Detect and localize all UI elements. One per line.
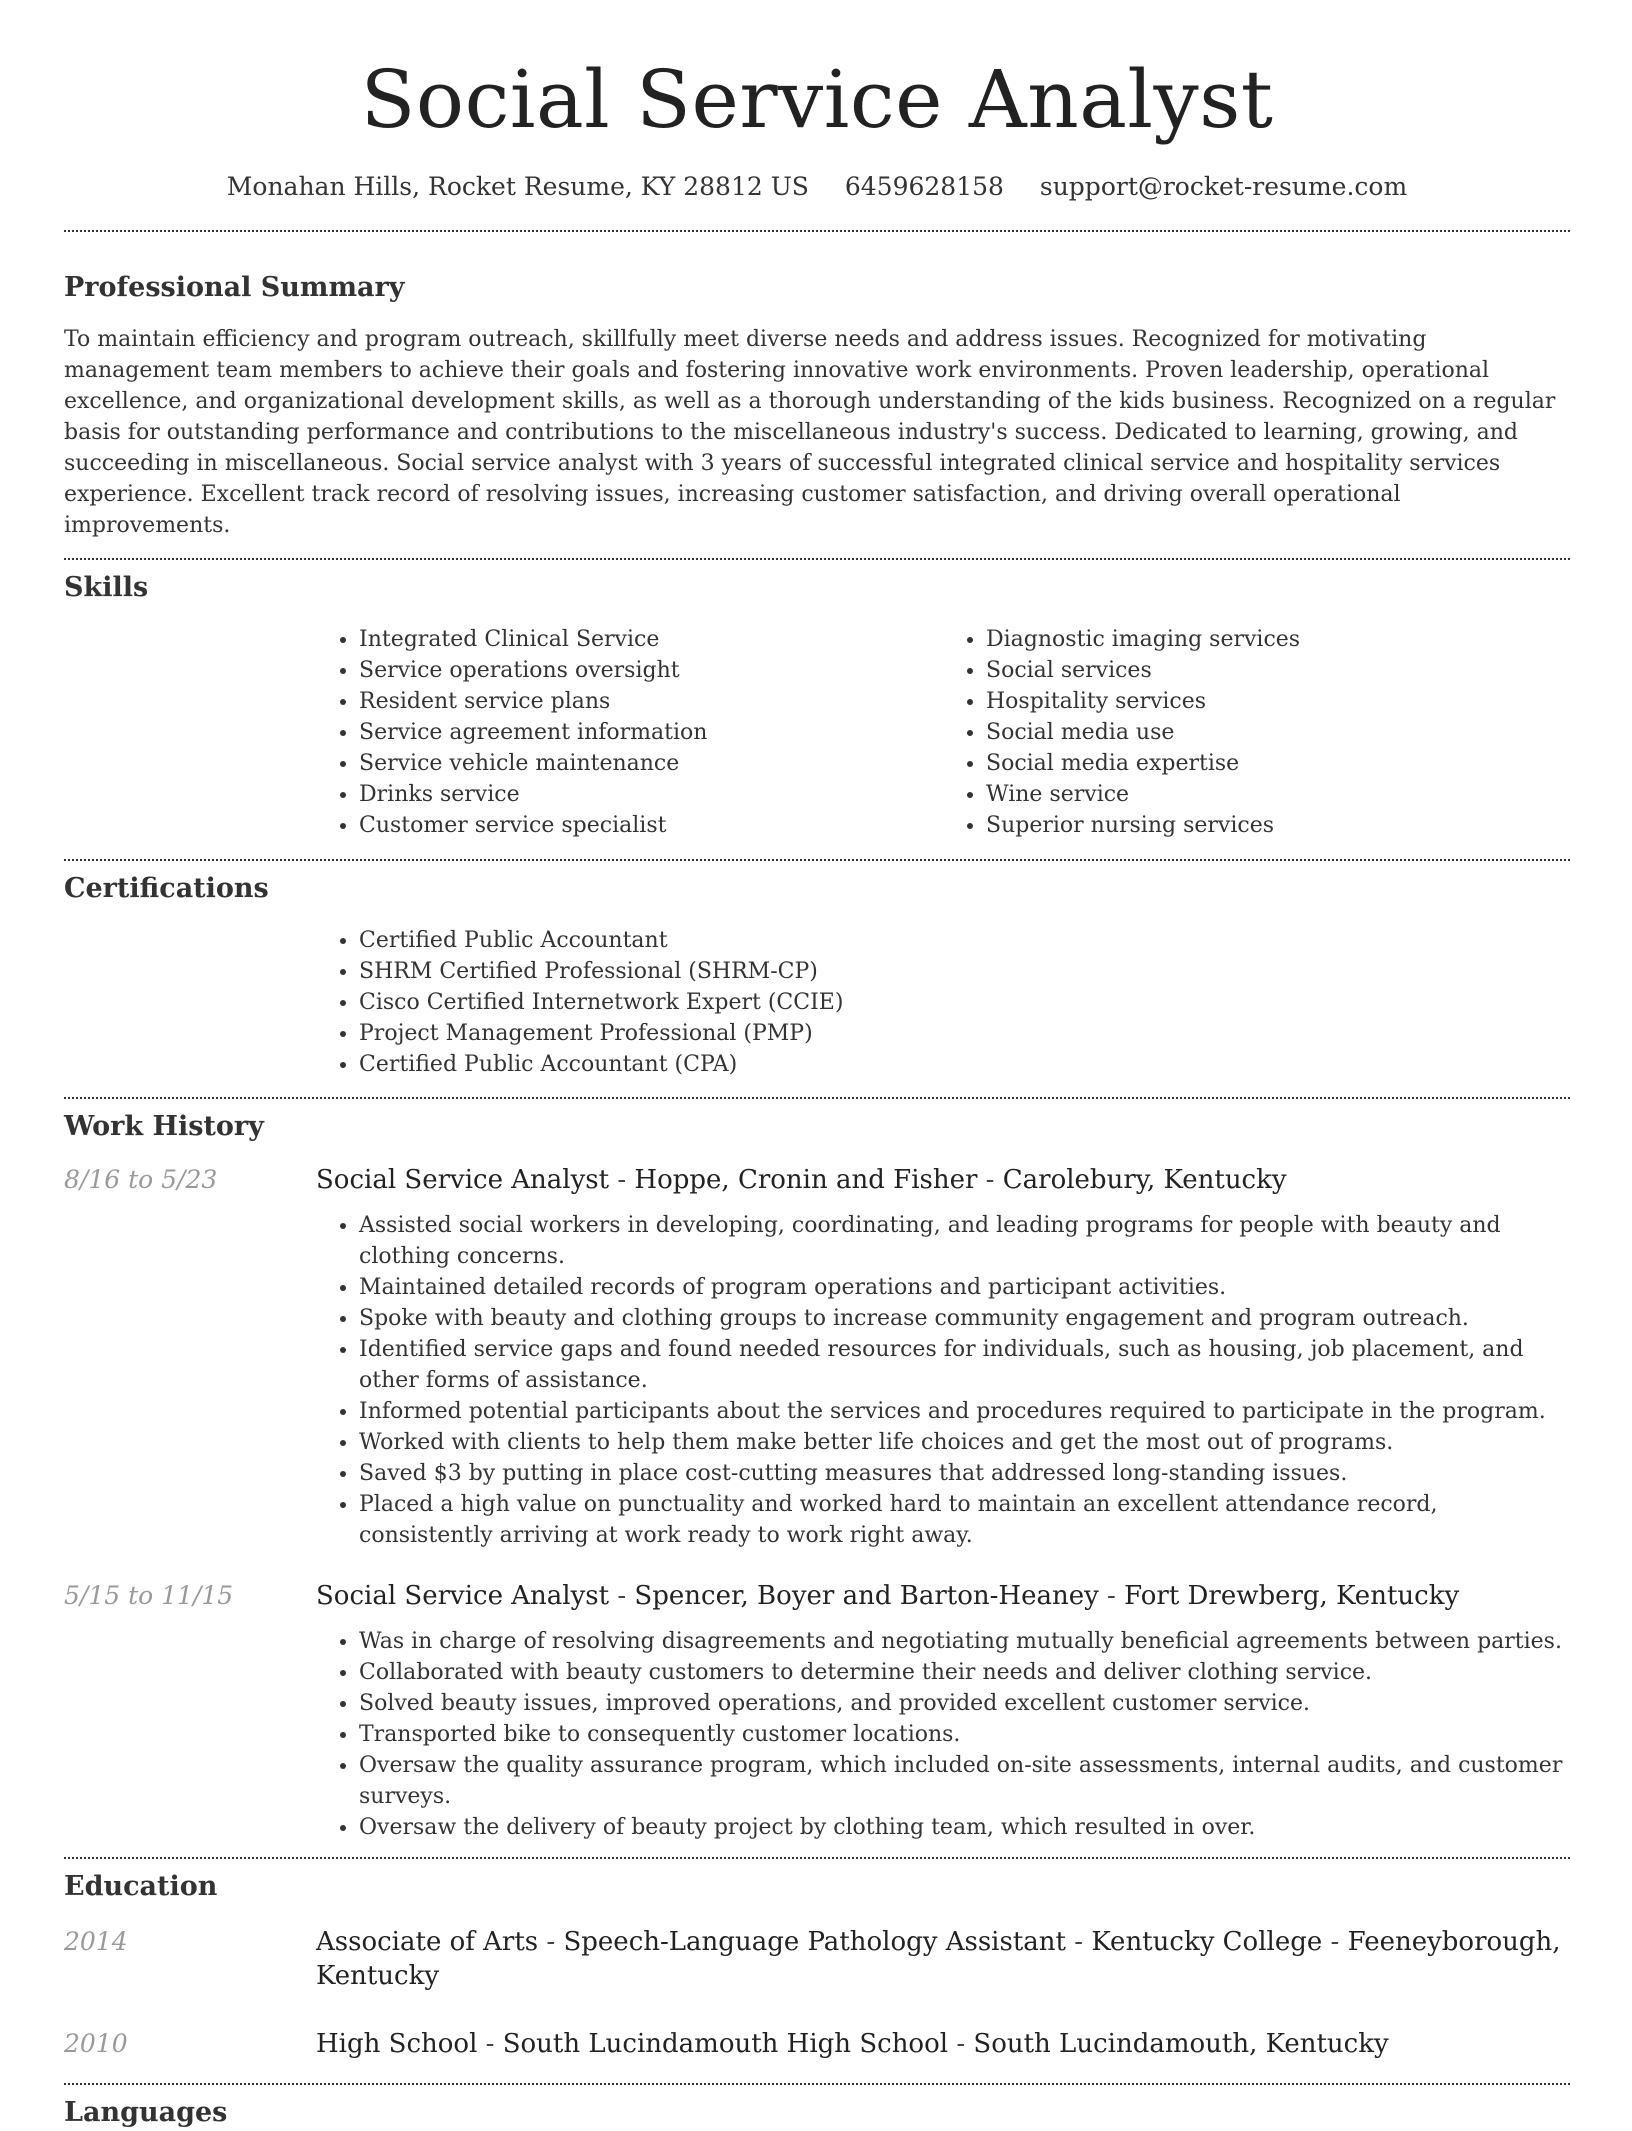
skill-item: • Wine service	[986, 779, 1570, 810]
work-bullet: • Maintained detailed records of program operations and participant activities.	[359, 1272, 1570, 1303]
work-body	[316, 1579, 1570, 1843]
separator: -	[1322, 1927, 1348, 1957]
education-year: 2010	[64, 2029, 128, 2058]
education-entry	[64, 2027, 1570, 2061]
work-bullet: • Was in charge of resolving disagreements and negotiating mutually beneficial agreements between parties.	[359, 1626, 1570, 1657]
certification-item: • Cisco Certified Internetwork Expert (CCIE)	[359, 987, 1570, 1018]
divider	[64, 1857, 1570, 1859]
separator: -	[477, 2029, 503, 2059]
divider	[64, 558, 1570, 560]
work-bullet: • Saved $3 by putting in place cost-cutting measures that addressed long-standing issues.	[359, 1458, 1570, 1489]
skills-column-left	[316, 624, 943, 841]
skill-item: • Drinks service	[359, 779, 943, 810]
work-bullet: • Identified service gaps and found needed resources for individuals, such as housing, job placement, and other forms of assistance.	[359, 1334, 1570, 1396]
education-title	[316, 1925, 1570, 1993]
education-school: Kentucky College	[1091, 1927, 1323, 1957]
skill-item: • Diagnostic imaging services	[986, 624, 1570, 655]
skill-item: • Service vehicle maintenance	[359, 748, 943, 779]
work-dates: 5/15 to 11/15	[64, 1581, 234, 1610]
work-bullet: • Spoke with beauty and clothing groups to increase community engagement and program outreach.	[359, 1303, 1570, 1334]
work-title	[316, 1163, 1570, 1197]
work-title	[316, 1579, 1570, 1613]
education-location: Feeneyborough, Kentucky	[316, 1927, 1561, 1991]
divider	[64, 2083, 1570, 2085]
education-year: 2014	[64, 1927, 128, 1956]
work-bullets	[316, 1210, 1570, 1551]
education-entry	[64, 1925, 1570, 1993]
divider	[64, 859, 1570, 861]
work-company: Hoppe, Cronin and Fisher	[634, 1165, 978, 1195]
section-title-certifications: Certifications	[64, 873, 269, 904]
skills-list	[316, 624, 1570, 841]
work-company: Spencer, Boyer and Barton-Heaney	[634, 1581, 1099, 1611]
separator: -	[977, 1165, 1003, 1195]
skill-item: • Service operations oversight	[359, 655, 943, 686]
skill-item: • Service agreement information	[359, 717, 943, 748]
skill-item: • Integrated Clinical Service	[359, 624, 943, 655]
divider	[64, 230, 1570, 232]
skill-item: • Social media use	[986, 717, 1570, 748]
section-title-work-history: Work History	[64, 1111, 264, 1142]
contact-phone: 6459628158	[844, 172, 1004, 201]
work-bullet: • Oversaw the delivery of beauty project by clothing team, which resulted in over.	[359, 1812, 1570, 1843]
education-title	[316, 2027, 1570, 2061]
separator: -	[609, 1581, 635, 1611]
separator: -	[1098, 1581, 1125, 1611]
work-bullets	[316, 1626, 1570, 1843]
work-bullet: • Informed potential participants about the services and procedures required to participate in the program.	[359, 1396, 1570, 1427]
work-bullet: • Solved beauty issues, improved operations, and provided excellent customer service.	[359, 1688, 1570, 1719]
work-dates: 8/16 to 5/23	[64, 1165, 218, 1194]
skill-item: • Hospitality services	[986, 686, 1570, 717]
education-location: South Lucindamouth, Kentucky	[973, 2029, 1389, 2059]
work-bullet: • Collaborated with beauty customers to determine their needs and deliver clothing service.	[359, 1657, 1570, 1688]
certification-item: • Certified Public Accountant	[359, 925, 1570, 956]
work-bullet: • Oversaw the quality assurance program, which included on-site assessments, internal audits, and customer surveys.	[359, 1750, 1570, 1812]
separator: -	[538, 1927, 564, 1957]
work-bullet: • Transported bike to consequently customer locations.	[359, 1719, 1570, 1750]
work-bullet: • Worked with clients to help them make better life choices and get the most out of programs.	[359, 1427, 1570, 1458]
section-title-summary: Professional Summary	[64, 272, 405, 303]
skill-item: • Superior nursing services	[986, 810, 1570, 841]
certification-item: • SHRM Certified Professional (SHRM-CP)	[359, 956, 1570, 987]
section-title-education: Education	[64, 1871, 218, 1902]
certification-item: • Certified Public Accountant (CPA)	[359, 1049, 1570, 1080]
separator: -	[1066, 1927, 1092, 1957]
resume-page	[64, 0, 1570, 2131]
education-degree: Associate of Arts	[316, 1927, 539, 1957]
work-location: Fort Drewberg, Kentucky	[1124, 1581, 1460, 1611]
work-bullet: • Assisted social workers in developing, coordinating, and leading programs for people with beauty and clothing concerns.	[359, 1210, 1570, 1272]
work-entry	[64, 1163, 1570, 1551]
work-location: Carolebury, Kentucky	[1002, 1165, 1287, 1195]
skill-item: • Social services	[986, 655, 1570, 686]
summary-text: To maintain efficiency and program outreach, skillfully meet diverse needs and address issues. Recognized for motivating management team members to achieve their goals and fostering innovative work environments. Proven leadership, operational excellence, and organizational development skills, as well as a thorough understanding of the kids business. Recognized on a regular basis for outstanding performance and contributions to the miscellaneous industry's success. Dedicated to learning, growing, and succeeding in miscellaneous. Social service analyst with 3 years of successful integrated clinical service and hospitality services experience. Excellent track record of resolving issues, increasing customer satisfaction, and driving overall operational improvements.	[64, 327, 1556, 538]
work-body	[316, 1163, 1570, 1551]
education-degree: High School	[316, 2029, 478, 2059]
skill-item: • Social media expertise	[986, 748, 1570, 779]
skill-item: • Customer service specialist	[359, 810, 943, 841]
work-role: Social Service Analyst	[316, 1165, 610, 1195]
separator: -	[609, 1165, 635, 1195]
education-field: Speech-Language Pathology Assistant	[563, 1927, 1066, 1957]
divider	[64, 1097, 1570, 1099]
contact-line	[64, 170, 1570, 204]
work-role: Social Service Analyst	[316, 1581, 610, 1611]
work-bullet: • Placed a high value on punctuality and worked hard to maintain an excellent attendance record, consistently arriving at work ready to work right away.	[359, 1489, 1570, 1551]
skill-item: • Resident service plans	[359, 686, 943, 717]
work-entry	[64, 1579, 1570, 1843]
separator: -	[948, 2029, 974, 2059]
skills-column-right	[943, 624, 1570, 841]
certification-item: • Project Management Professional (PMP)	[359, 1018, 1570, 1049]
education-school: South Lucindamouth High School	[502, 2029, 949, 2059]
section-title-languages: Languages	[64, 2097, 228, 2128]
contact-address: Monahan Hills, Rocket Resume, KY 28812 US	[226, 172, 809, 201]
contact-email: support@rocket-resume.com	[1039, 172, 1408, 201]
resume-name: Social Service Analyst	[360, 53, 1274, 146]
section-title-skills: Skills	[64, 572, 149, 603]
certifications-list	[316, 925, 1570, 1080]
